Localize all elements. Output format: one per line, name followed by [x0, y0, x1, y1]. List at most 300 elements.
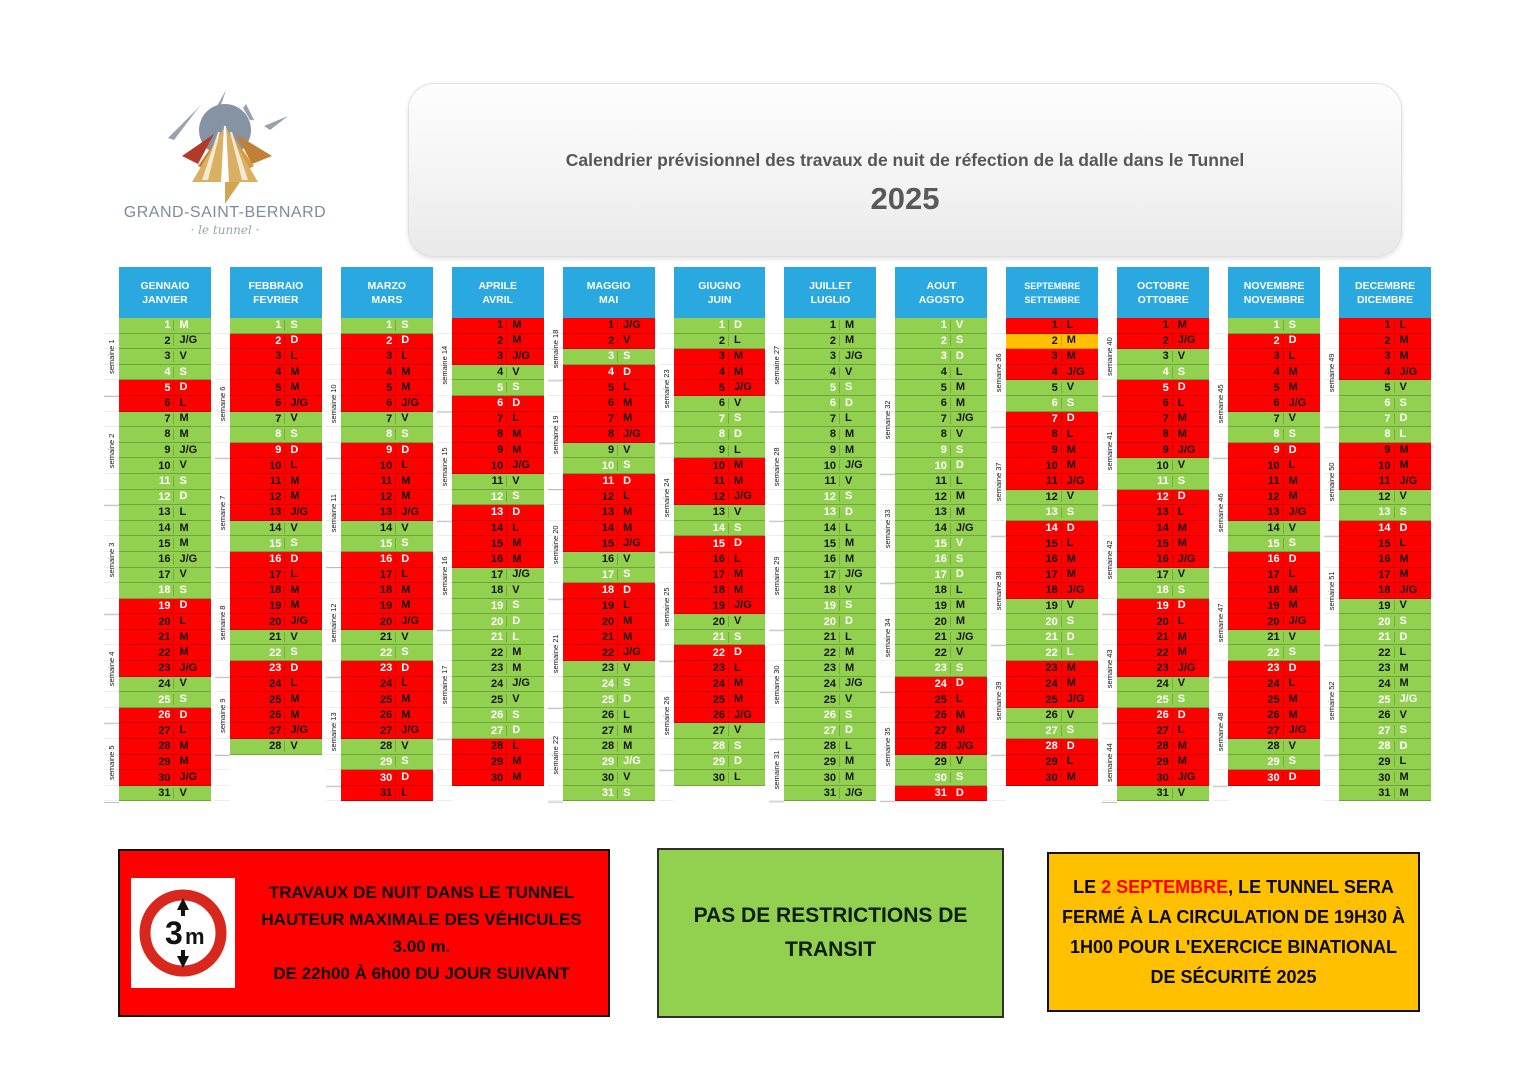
day-cell: 7 D — [1339, 412, 1431, 428]
day-cell: 16 J/G — [119, 552, 211, 568]
day-cell: 12 M — [230, 490, 322, 506]
week-number-label: semaine 42 — [1102, 505, 1117, 615]
day-cell: 11 M — [230, 474, 322, 490]
day-cell: 5 M — [230, 380, 322, 396]
day-cell: 3 M — [674, 349, 766, 365]
day-cell: 19 D — [119, 599, 211, 615]
day-cell: 16 M — [1006, 552, 1098, 568]
day-cell: 17 L — [341, 568, 433, 584]
week-number-label: semaine 30 — [769, 630, 784, 740]
week-number-label: semaine 15 — [437, 412, 452, 522]
day-cell: 11 J/G — [1006, 474, 1098, 490]
day-cell: 1 L — [1339, 318, 1431, 334]
day-cell: 9 J/G — [119, 443, 211, 459]
week-number-label: semaine 23 — [659, 334, 674, 444]
day-cell: 22 M — [1117, 645, 1209, 661]
month-header: AOUT AGOSTO — [895, 267, 987, 318]
day-cell: 8 M — [784, 427, 876, 443]
week-number-label: semaine 31 — [769, 739, 784, 802]
week-number-label: semaine 37 — [991, 427, 1006, 537]
day-cell: 3 L — [1228, 349, 1320, 365]
day-cell: 27 D — [784, 723, 876, 739]
day-cell: 28 J/G — [895, 739, 987, 755]
day-cell: 6 J/G — [1228, 396, 1320, 412]
day-cell: 7 D — [1006, 412, 1098, 428]
day-cell: 25 M — [341, 692, 433, 708]
day-cell: 7 J/G — [895, 412, 987, 428]
day-cell: 29 D — [674, 755, 766, 771]
day-cell: 19 J/G — [674, 599, 766, 615]
week-number-label: semaine 52 — [1324, 646, 1339, 756]
gsb-logo-icon — [130, 86, 320, 206]
day-cell: 16 S — [895, 552, 987, 568]
day-cell: 4 M — [674, 365, 766, 381]
day-cell: 17 M — [1339, 568, 1431, 584]
day-cell: 9 J/G — [1117, 443, 1209, 459]
night-works-text: TRAVAUX DE NUIT DANS LE TUNNEL HAUTEUR MAXIMALE DES VÉHICULES 3.00 m. DE 22h00 À 6h00 DU JOUR SUIVANT — [261, 883, 582, 983]
day-cell: 2 J/G — [1117, 334, 1209, 350]
day-cell: 28 M — [563, 739, 655, 755]
day-cell: 18 J/G — [1339, 583, 1431, 599]
day-cell: 22 S — [1228, 645, 1320, 661]
day-cell: 18 M — [341, 583, 433, 599]
day-cell: 12 L — [563, 490, 655, 506]
legend-no-restrictions — [657, 848, 1004, 1018]
day-cell: 21 D — [1339, 630, 1431, 646]
day-cell: 20 M — [895, 614, 987, 630]
day-cell: 7 M — [1117, 412, 1209, 428]
day-cell: 19 L — [563, 599, 655, 615]
day-cell: 13 J/G — [1228, 505, 1320, 521]
day-cell: 2 M — [784, 334, 876, 350]
day-cell: 21 M — [1117, 630, 1209, 646]
day-cell: 16 M — [1339, 552, 1431, 568]
week-number-label: semaine 5 — [104, 724, 119, 803]
day-cell: 10 L — [341, 458, 433, 474]
day-cell: 17 M — [674, 568, 766, 584]
day-cell: 3 V — [1117, 349, 1209, 365]
week-strip — [659, 318, 674, 801]
day-column — [119, 318, 211, 801]
day-cell: 8 D — [674, 427, 766, 443]
day-cell: 15 D — [674, 536, 766, 552]
day-cell: 6 M — [895, 396, 987, 412]
week-number-label: semaine 33 — [880, 474, 895, 584]
month-column-janvier — [104, 267, 214, 801]
day-cell: 2 M — [452, 334, 544, 350]
day-cell: 26 M — [341, 708, 433, 724]
day-cell: 15 L — [1339, 536, 1431, 552]
month-header: FEBBRAIO FEVRIER — [230, 267, 322, 318]
day-cell: 11 S — [1117, 474, 1209, 490]
day-cell: 14 S — [674, 521, 766, 537]
day-cell: 24 M — [674, 677, 766, 693]
week-number-label: semaine 2 — [104, 396, 119, 506]
day-cell: 13 S — [1006, 505, 1098, 521]
day-cell: 30 J/G — [119, 770, 211, 786]
day-cell: 23 D — [230, 661, 322, 677]
day-cell: 6 J/G — [230, 396, 322, 412]
page-title: Calendrier prévisionnel des travaux de nuit de réfection de la dalle dans le Tunnel — [565, 149, 1245, 170]
day-cell: 26 D — [119, 708, 211, 724]
week-number-label: semaine 47 — [1213, 568, 1228, 678]
day-cell: 9 M — [1339, 443, 1431, 459]
day-cell: 11 D — [563, 474, 655, 490]
week-number-label: semaine 8 — [215, 568, 230, 678]
day-cell: 15 S — [1228, 536, 1320, 552]
day-cell: 21 V — [230, 630, 322, 646]
day-cell: 19 M — [1228, 599, 1320, 615]
day-cell: 10 M — [1339, 458, 1431, 474]
day-cell: 20 M — [563, 614, 655, 630]
day-cell: 2 L — [674, 334, 766, 350]
week-strip — [104, 318, 119, 801]
day-cell: 8 V — [895, 427, 987, 443]
day-cell: 23 D — [341, 661, 433, 677]
day-column — [1006, 318, 1098, 801]
month-column-ottobre — [1102, 267, 1212, 801]
day-cell: 5 D — [1117, 380, 1209, 396]
day-cell: 29 J/G — [563, 755, 655, 771]
day-cell: 12 J/G — [674, 490, 766, 506]
day-cell: 7 V — [341, 412, 433, 428]
week-number-label: semaine 45 — [1213, 349, 1228, 459]
day-cell: 5 M — [341, 380, 433, 396]
day-cell: 12 D — [119, 490, 211, 506]
day-cell: 22 L — [1006, 645, 1098, 661]
day-cell: 19 S — [784, 599, 876, 615]
day-cell: 4 V — [452, 365, 544, 381]
day-cell: 11 M — [1228, 474, 1320, 490]
week-number-label: semaine 50 — [1324, 427, 1339, 537]
day-cell: 4 J/G — [1006, 365, 1098, 381]
day-cell: 10 J/G — [784, 458, 876, 474]
day-cell: 6 S — [1006, 396, 1098, 412]
day-cell: 20 L — [119, 614, 211, 630]
week-number-label: semaine 35 — [880, 692, 895, 802]
day-cell: 2 V — [563, 334, 655, 350]
day-cell: 6 L — [1117, 396, 1209, 412]
day-cell: 13 S — [1339, 505, 1431, 521]
day-cell: 13 J/G — [341, 505, 433, 521]
month-header: NOVEMBRE NOVEMBRE — [1228, 267, 1320, 318]
day-cell: 21 M — [563, 630, 655, 646]
day-cell: 11 L — [895, 474, 987, 490]
day-cell: 19 V — [1339, 599, 1431, 615]
day-cell: 3 J/G — [452, 349, 544, 365]
day-cell: 4 M — [341, 365, 433, 381]
day-cell: 11 M — [674, 474, 766, 490]
day-cell: 27 J/G — [341, 723, 433, 739]
day-cell: 23 M — [784, 661, 876, 677]
day-cell: 9 S — [895, 443, 987, 459]
day-cell: 13 L — [119, 505, 211, 521]
day-cell: 20 J/G — [1228, 614, 1320, 630]
day-cell: 9 V — [563, 443, 655, 459]
day-cell: 31 M — [1339, 786, 1431, 802]
day-cell: 25 M — [1228, 692, 1320, 708]
svg-text:3: 3 — [165, 915, 183, 951]
week-number-label: semaine 14 — [437, 318, 452, 413]
day-cell: 31 J/G — [784, 786, 876, 802]
day-cell: 4 S — [119, 365, 211, 381]
day-cell: 9 L — [674, 443, 766, 459]
day-cell: 27 J/G — [230, 723, 322, 739]
day-cell: 22 D — [674, 645, 766, 661]
day-cell: 25 L — [895, 692, 987, 708]
day-cell: 8 S — [230, 427, 322, 443]
day-cell: 13 J/G — [230, 505, 322, 521]
day-cell: 24 L — [341, 677, 433, 693]
day-cell: 5 M — [1228, 380, 1320, 396]
day-cell: 18 S — [119, 583, 211, 599]
day-cell: 1 M — [1117, 318, 1209, 334]
day-cell: 18 M — [674, 583, 766, 599]
day-cell: 7 V — [230, 412, 322, 428]
day-cell: 29 S — [341, 755, 433, 771]
day-cell: 16 D — [341, 552, 433, 568]
month-column-mai — [548, 267, 658, 801]
week-number-label: semaine 34 — [880, 583, 895, 693]
day-cell: 15 V — [895, 536, 987, 552]
day-cell: 20 L — [1117, 614, 1209, 630]
day-cell: 30 M — [452, 770, 544, 786]
day-cell: 29 V — [895, 755, 987, 771]
week-strip — [1213, 318, 1228, 801]
day-cell: 28 V — [1228, 739, 1320, 755]
day-cell: 12 S — [784, 490, 876, 506]
day-cell: 19 M — [230, 599, 322, 615]
day-cell: 3 V — [119, 349, 211, 365]
day-cell: 15 J/G — [563, 536, 655, 552]
day-cell: 20 V — [674, 614, 766, 630]
day-cell: 22 M — [452, 645, 544, 661]
day-cell: 13 L — [1117, 505, 1209, 521]
day-cell: 4 J/G — [1339, 365, 1431, 381]
day-cell: 26 V — [1339, 708, 1431, 724]
day-cell: 7 V — [1228, 412, 1320, 428]
day-cell: 5 V — [1006, 380, 1098, 396]
day-cell: 6 M — [563, 396, 655, 412]
day-cell: 30 M — [784, 770, 876, 786]
day-cell: 18 M — [1228, 583, 1320, 599]
day-cell: 29 L — [1006, 755, 1098, 771]
day-cell: 25 M — [674, 692, 766, 708]
day-cell: 8 L — [1339, 427, 1431, 443]
day-cell: 19 M — [341, 599, 433, 615]
day-cell: 3 S — [563, 349, 655, 365]
day-cell: 23 M — [1006, 661, 1098, 677]
day-cell: 3 J/G — [784, 349, 876, 365]
day-cell: 21 V — [341, 630, 433, 646]
day-cell: 26 L — [563, 708, 655, 724]
day-cell: 17 V — [119, 568, 211, 584]
day-cell: 11 J/G — [1339, 474, 1431, 490]
day-cell: 23 J/G — [119, 661, 211, 677]
day-cell: 9 D — [341, 443, 433, 459]
day-cell: 17 L — [230, 568, 322, 584]
month-column-fevrier — [215, 267, 325, 801]
day-cell: 8 S — [341, 427, 433, 443]
day-cell: 14 D — [1006, 521, 1098, 537]
day-column — [230, 318, 322, 801]
day-cell: 28 M — [119, 739, 211, 755]
day-cell: 10 M — [674, 458, 766, 474]
day-cell: 22 L — [1339, 645, 1431, 661]
day-cell: 17 D — [895, 568, 987, 584]
day-cell: 27 S — [1339, 723, 1431, 739]
day-column — [341, 318, 433, 801]
week-number-label: semaine 3 — [104, 505, 119, 615]
day-cell: 16 M — [784, 552, 876, 568]
week-strip — [1102, 318, 1117, 801]
day-cell: 24 V — [1117, 677, 1209, 693]
day-cell: 5 D — [119, 380, 211, 396]
day-cell: 13 D — [784, 505, 876, 521]
day-cell: 21 D — [1006, 630, 1098, 646]
week-number-label: semaine 12 — [326, 568, 341, 678]
day-cell: 5 M — [895, 380, 987, 396]
day-cell: 21 S — [674, 630, 766, 646]
month-column-avril — [437, 267, 547, 801]
week-number-label: semaine 7 — [215, 458, 230, 568]
page-year: 2025 — [870, 180, 940, 216]
day-cell: 15 M — [1117, 536, 1209, 552]
day-cell: 28 L — [452, 739, 544, 755]
week-number-label: semaine 51 — [1324, 536, 1339, 646]
day-cell: 9 D — [1228, 443, 1320, 459]
day-cell: 22 J/G — [563, 645, 655, 661]
day-cell: 6 V — [674, 396, 766, 412]
day-cell: 18 J/G — [1006, 583, 1098, 599]
day-cell: 25 J/G — [1339, 692, 1431, 708]
day-cell: 28 D — [1006, 739, 1098, 755]
day-cell: 2 M — [1006, 334, 1098, 350]
day-cell: 29 S — [1228, 755, 1320, 771]
day-cell: 9 M — [1006, 443, 1098, 459]
day-cell: 10 J/G — [452, 458, 544, 474]
week-number-label: semaine 44 — [1102, 724, 1117, 803]
day-cell: 25 M — [230, 692, 322, 708]
day-cell: 12 V — [1339, 490, 1431, 506]
day-cell: 6 S — [1339, 396, 1431, 412]
calendar-grid — [104, 267, 1434, 801]
day-cell: 6 J/G — [341, 396, 433, 412]
day-cell: 1 S — [341, 318, 433, 334]
day-cell: 30 M — [1006, 770, 1098, 786]
highlight-date: 2 SEPTEMBRE — [1101, 877, 1229, 897]
day-cell: 5 V — [1339, 380, 1431, 396]
gsb-logo — [118, 86, 332, 256]
day-cell: 17 J/G — [452, 568, 544, 584]
day-column — [895, 318, 987, 801]
day-cell: 25 V — [784, 692, 876, 708]
day-cell: 14 V — [230, 521, 322, 537]
day-cell: 26 M — [1228, 708, 1320, 724]
logo-tagline: · le tunnel · — [190, 223, 260, 237]
day-cell: 19 V — [1006, 599, 1098, 615]
day-cell: 9 D — [230, 443, 322, 459]
day-cell: 3 M — [1339, 349, 1431, 365]
week-number-label: semaine 40 — [1102, 318, 1117, 397]
day-cell: 27 M — [563, 723, 655, 739]
week-number-label: semaine 27 — [769, 318, 784, 413]
day-cell: 3 L — [341, 349, 433, 365]
day-cell: 13 V — [674, 505, 766, 521]
day-cell: 24 M — [1339, 677, 1431, 693]
day-cell: 13 M — [563, 505, 655, 521]
legend-night-works — [118, 849, 610, 1017]
day-cell: 30 D — [341, 770, 433, 786]
week-number-label: semaine 4 — [104, 614, 119, 724]
day-cell: 14 L — [452, 521, 544, 537]
day-cell: 28 V — [341, 739, 433, 755]
week-number-label: semaine 28 — [769, 412, 784, 522]
day-cell: 28 S — [674, 739, 766, 755]
month-header: MAGGIO MAI — [563, 267, 655, 318]
day-cell: 11 M — [341, 474, 433, 490]
day-cell: 4 M — [230, 365, 322, 381]
day-cell: 11 V — [452, 474, 544, 490]
day-cell: 8 M — [119, 427, 211, 443]
day-cell: 1 L — [1006, 318, 1098, 334]
day-cell: 27 V — [674, 723, 766, 739]
week-number-label: semaine 38 — [991, 536, 1006, 646]
day-cell: 16 V — [563, 552, 655, 568]
day-cell: 1 S — [1228, 318, 1320, 334]
day-cell: 30 D — [1228, 770, 1320, 786]
day-cell: 11 S — [119, 474, 211, 490]
month-column-agosto — [880, 267, 990, 801]
day-cell: 22 V — [895, 645, 987, 661]
day-cell: 4 L — [895, 365, 987, 381]
day-cell: 11 V — [784, 474, 876, 490]
day-cell: 23 D — [1228, 661, 1320, 677]
day-cell: 26 M — [230, 708, 322, 724]
day-cell: 1 S — [230, 318, 322, 334]
no-restrictions-text: PAS DE RESTRICTIONS DE TRANSIT — [693, 904, 968, 961]
day-cell: 14 M — [563, 521, 655, 537]
day-cell: 24 L — [230, 677, 322, 693]
day-cell: 23 L — [674, 661, 766, 677]
day-cell: 6 D — [784, 396, 876, 412]
day-cell: 27 J/G — [1228, 723, 1320, 739]
week-number-label: semaine 29 — [769, 521, 784, 631]
day-cell: 26 S — [452, 708, 544, 724]
week-number-label: semaine 10 — [326, 349, 341, 459]
day-cell: 24 L — [1228, 677, 1320, 693]
day-cell: 18 V — [452, 583, 544, 599]
day-cell: 16 D — [1228, 552, 1320, 568]
day-cell: 14 L — [784, 521, 876, 537]
day-cell: 2 D — [230, 334, 322, 350]
day-cell: 25 S — [119, 692, 211, 708]
day-column — [452, 318, 544, 801]
day-cell: 21 L — [452, 630, 544, 646]
day-cell: 26 S — [784, 708, 876, 724]
week-number-label: semaine 32 — [880, 365, 895, 475]
month-header: DECEMBRE DICEMBRE — [1339, 267, 1431, 318]
day-cell: 31 S — [563, 786, 655, 802]
day-cell: 26 M — [895, 708, 987, 724]
day-cell: 1 D — [674, 318, 766, 334]
day-cell: 14 V — [1228, 521, 1320, 537]
month-header: GENNAIO JANVIER — [119, 267, 211, 318]
day-column — [1228, 318, 1320, 801]
day-cell: 12 M — [341, 490, 433, 506]
day-cell: 18 D — [563, 583, 655, 599]
day-cell: 7 L — [452, 412, 544, 428]
